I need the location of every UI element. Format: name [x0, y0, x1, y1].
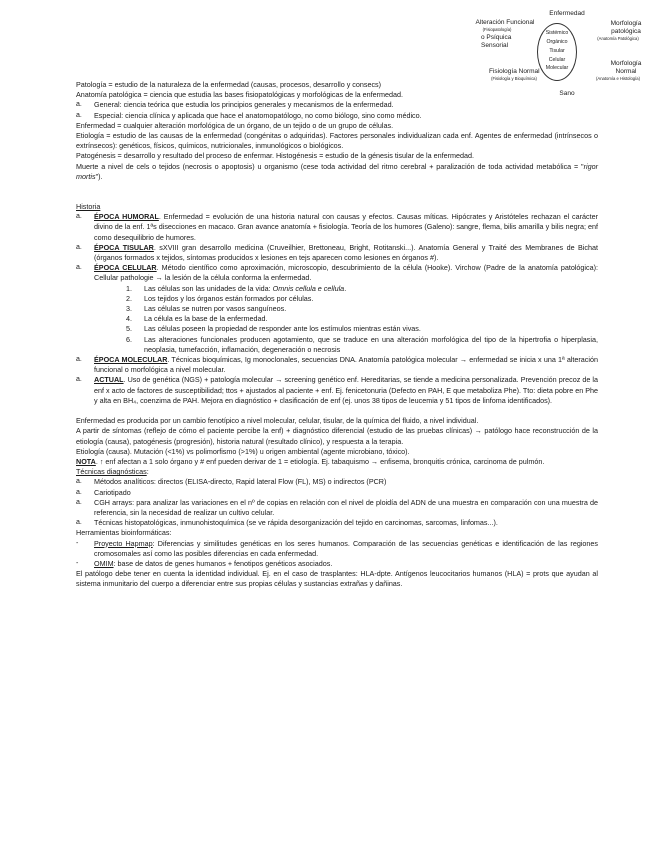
paragraph: Enfermedad es producida por un cambio fenotípico a nivel molecular, celular, tisular, de la química del fluido, a nivel individual.	[76, 416, 479, 426]
list-marker: a.	[76, 101, 82, 109]
list-item	[76, 243, 598, 263]
section-heading: Historia	[76, 202, 101, 212]
text-span: . Método científico como aproximación, microscopio, descubrimiento de la célula (Hooke). Virchow (Padre de la anatomía patológica): Cellular pathologie → la lesión de la célula conforma la enfermedad.	[94, 263, 598, 283]
paragraph	[144, 284, 346, 294]
paragraph: Las células poseen la propiedad de responder ante los estímulos mientras están vivas.	[144, 324, 421, 334]
paragraph	[94, 559, 332, 569]
paragraph: CGH arrays: para analizar las variaciones en el nº de copias en relación con el nivel de ploidía del ADN de una muestra en comparación con una muestra de referencia, sin la necesidad de realizar un cultivo celular.	[94, 497, 598, 517]
text-span: ").	[95, 171, 103, 181]
paragraph	[94, 263, 598, 283]
list-item	[114, 304, 598, 314]
list-marker: -	[76, 559, 79, 567]
document-body	[76, 80, 598, 590]
paragraph: Herramientas bioinformáticas:	[76, 528, 172, 538]
list-item	[114, 294, 598, 304]
era-title: ÉPOCA CELULAR	[94, 263, 157, 273]
paragraph: General: ciencia teórica que estudia los principios generales y mecanismos de la enfermedad.	[94, 100, 394, 110]
diagram-right-bottom-label2: Normal	[615, 68, 637, 75]
paragraph	[76, 162, 598, 182]
paragraph: A partir de síntomas (reflejo de cómo el paciente percibe la enf) + diagnóstico diferencial (estudio de las pruebas clínicas) → patólogo hace reconstrucción de la etiología (causa), patogénesis (progresión), historia natural (resultado clínico), y respuesta a la terapia.	[76, 426, 598, 446]
list-item	[114, 284, 598, 294]
text-span: . Uso de genética (NGS) + patología molecular → screening genético enf. Hereditarias, se tiende a medicina personalizada. Prevención precoz de la enf x acto de factores de susceptibilidad; ttos + ajustados al paciente + enf. Ej. fenicetonuria (Defecto en PAH, E que metaboliza Phe). Tto: dieta pobre en Phe y alta en BH₄, coenzima de PAH. Mejora en diagnóstico + clasificación de enf (ej. unos 38 tipos de leucemia y 51 tipos de linfoma identificados).	[94, 375, 598, 405]
ordered-list	[76, 284, 598, 355]
era-title: ÉPOCA MOLECULAR	[94, 355, 168, 365]
diagram-left-top-sub1: (Fisiopatología)	[482, 27, 512, 32]
diagram-left-top-label: Alteración Funcional	[475, 19, 535, 26]
paragraph	[94, 539, 598, 559]
list-item	[76, 559, 598, 569]
paragraph: Anatomía patológica = ciencia que estudia las bases fisiopatológicas y morfológicas de la enfermedad.	[76, 90, 404, 100]
list-marker: a.	[76, 488, 82, 496]
list-item	[76, 539, 598, 559]
paragraph: Patología = estudio de la naturaleza de la enfermedad (causas, procesos, desarrollo y consecs)	[76, 80, 382, 89]
diagram-center-level: Molecular	[545, 65, 569, 71]
list-marker: a.	[76, 213, 82, 221]
list-item	[76, 111, 598, 121]
list-marker: a.	[76, 243, 82, 251]
paragraph: Las células se nutren por vasos sanguíneos.	[144, 304, 287, 314]
list-number: 1.	[126, 283, 132, 293]
list-item	[76, 375, 598, 406]
text-span: . ↑ enf afectan a 1 solo órgano y # enf pueden derivar de 1 = etiología. Ej. tabaquismo → enfisema, bronquitis crónica, carcinoma de pulmón.	[95, 456, 545, 466]
list-marker: a.	[76, 376, 82, 384]
text-span: . Técnicas bioquímicas, Ig monoclonales, secuencias DNA. Anatomía patológica molecular → enfermedad se inicia x una 1ª alteración funcional o morfológica a nivel molecular.	[94, 355, 598, 375]
paragraph: Patogénesis = desarrollo y resultado del proceso de enfermar. Histogénesis = estudio de la génesis tisular de la enfermedad.	[76, 151, 474, 161]
list-marker: a.	[76, 356, 82, 364]
list-marker: a.	[76, 519, 82, 527]
diagram-left-bottom-sub: (Fisiología y Bioquímica)	[491, 76, 537, 81]
era-title: ÉPOCA TISULAR	[94, 242, 154, 252]
list-item	[76, 212, 598, 243]
list-item	[76, 263, 598, 283]
list-marker: a.	[76, 111, 82, 119]
list-marker: a.	[76, 264, 82, 272]
list-item	[76, 518, 598, 528]
list-marker: a.	[76, 498, 82, 506]
list-marker: a.	[76, 478, 82, 486]
paragraph: Especial: ciencia clínica y aplicada que hace el anatomopatólogo, no como biólogo, sino como médico.	[94, 110, 422, 120]
section-heading	[76, 467, 598, 477]
list-number: 4.	[126, 314, 132, 324]
diagram-right-top-label: Morfología	[610, 20, 642, 27]
diagram-left-bottom-label: Fisiología Normal	[489, 68, 540, 75]
techniques-title: Técnicas diagnósticas	[76, 467, 147, 477]
era-title: ÉPOCA HUMORAL	[94, 212, 159, 222]
paragraph: Las alteraciones funcionales producen agotamiento, que se traduce en una alteración morfológica del tipo de la hipertrofia o hiperplasia, neoplasia, tumefacción, inflamación, degeneración o necrosis	[144, 334, 598, 354]
text-span: . sXVIII gran desarrollo medicina (Cruveilhier, Brettoneau, Bright, Rotitanski...). Anatomía General y Traité des Membranes de Bichat (órganos formados x tejidos, síntomas producidos x lesiones en tejs aparecen como lesiones en órganos #).	[94, 242, 598, 263]
list-item	[76, 477, 598, 487]
text-span: : base de datos de genes humanos + fenotipos genéticos asociados.	[113, 558, 333, 568]
diagram-right-bottom-label: Morfología	[610, 60, 642, 67]
diagram-bottom-label: Sano	[559, 90, 575, 97]
list-item	[76, 355, 598, 375]
list-number: 5.	[126, 324, 132, 334]
list-marker: -	[76, 539, 79, 547]
text-span: : Diferencias y similitudes genéticas en los seres humanos. Comparación de las secuencias genéticas e identificación de las regiones cromosomales así como las posibles diferencias en cada enfermedad.	[94, 538, 598, 558]
paragraph: Cariotipado	[94, 487, 131, 497]
list-item	[76, 100, 598, 110]
list-item	[76, 488, 598, 498]
text-span: .	[344, 283, 347, 293]
diagram-center-level: Tisular	[549, 48, 565, 54]
diagram-center-level: Celular	[548, 57, 566, 63]
paragraph: El patólogo debe tener en cuenta la identidad individual. Ej. en el caso de trasplantes: HLA-dpte. Antígenos leucocitarios humanos (HLA) = prots que ayudan al sistema inmunitario del cuerpo a diferenciar entre sus propias células y sustancias extrañas y dañinas.	[76, 569, 598, 589]
tool-title: OMIM	[94, 558, 114, 568]
paragraph	[94, 243, 598, 263]
diagram-top-label: Enfermedad	[549, 10, 585, 17]
text-span-italic: Omnis cellula e cellula	[272, 283, 345, 293]
tool-title: Proyecto Hapmap	[94, 538, 153, 548]
text-span-italic: rigor mortis	[76, 161, 598, 181]
list-item	[114, 314, 598, 324]
diagram-left-top-sub3: Sensorial	[481, 42, 509, 49]
diagram-center-level: Orgánico	[546, 39, 568, 45]
diagram-right-top-label2: patológica	[611, 28, 641, 35]
text-span: :	[146, 467, 149, 477]
paragraph: Etiología (causa). Mutación (<1%) vs polimorfismo (>1%) u origen ambiental (agente microbiano, tóxico).	[76, 446, 410, 456]
paragraph: Métodos analíticos: directos (ELISA-directo, Rapid lateral Flow (FL), MS) o indirectos (PCR)	[94, 477, 387, 487]
list-item	[114, 324, 598, 334]
list-number: 3.	[126, 304, 132, 314]
paragraph	[94, 355, 598, 375]
list-number: 6.	[126, 334, 132, 344]
paragraph	[94, 375, 598, 406]
diagram-left-top-sub2: o Psíquica	[481, 34, 512, 41]
paragraph: Etiología = estudio de las causas de la enfermedad (congénitas o adquiridas). Factores personales individualizan cada enf. Agentes de enfermedad (intrínsecos o extrínsecos): genéticos, físicos, químicos, nutricionales, inmunológicos o biológicos.	[76, 131, 598, 151]
paragraph: Enfermedad = cualquier alteración morfológica de un órgano, de un tejido o de un grupo de células.	[76, 120, 394, 130]
diagram-center-level: Sistémico	[545, 30, 569, 36]
paragraph	[76, 457, 598, 467]
paragraph: La célula es la base de la enfermedad.	[144, 314, 268, 324]
text-span: Muerte a nivel de cels o tejidos (necrosis o apoptosis) u organismo (cese toda actividad del ritmo cerebral + paralización de toda actividad metabólica = "	[76, 161, 584, 171]
text-span: Las células son las unidades de la vida:	[144, 283, 273, 293]
paragraph: Técnicas histopatológicas, inmunohistoquímica (se ve rápida desorganización del tejido en carcinomas, sarcomas, linfomas...).	[94, 518, 498, 528]
diagram-right-top-sub: (Anatomía Patológica)	[597, 36, 639, 41]
text-span: . Enfermedad = evolución de una historia natural con causas y efectos. Causas míticas. Hipócrates y Aristóteles rechazan el carácter divino de la enf. 1ªs disecciones en macaco. Gran avance anatomía + fisiología. Teoría de los humores (Galeno): sangre, flema, bilis amarilla y bilis negra; enf como desequilibrio de humores.	[94, 212, 598, 242]
diagram-right-bottom-sub: (Anatomía e Histología)	[596, 76, 640, 81]
list-item	[114, 335, 598, 355]
era-title: ACTUAL	[94, 375, 124, 385]
paragraph	[94, 212, 598, 243]
note-title: NOTA	[76, 456, 96, 466]
list-number: 2.	[126, 293, 132, 303]
list-item	[76, 498, 598, 518]
paragraph: Los tejidos y los órganos están formados por células.	[144, 293, 314, 303]
